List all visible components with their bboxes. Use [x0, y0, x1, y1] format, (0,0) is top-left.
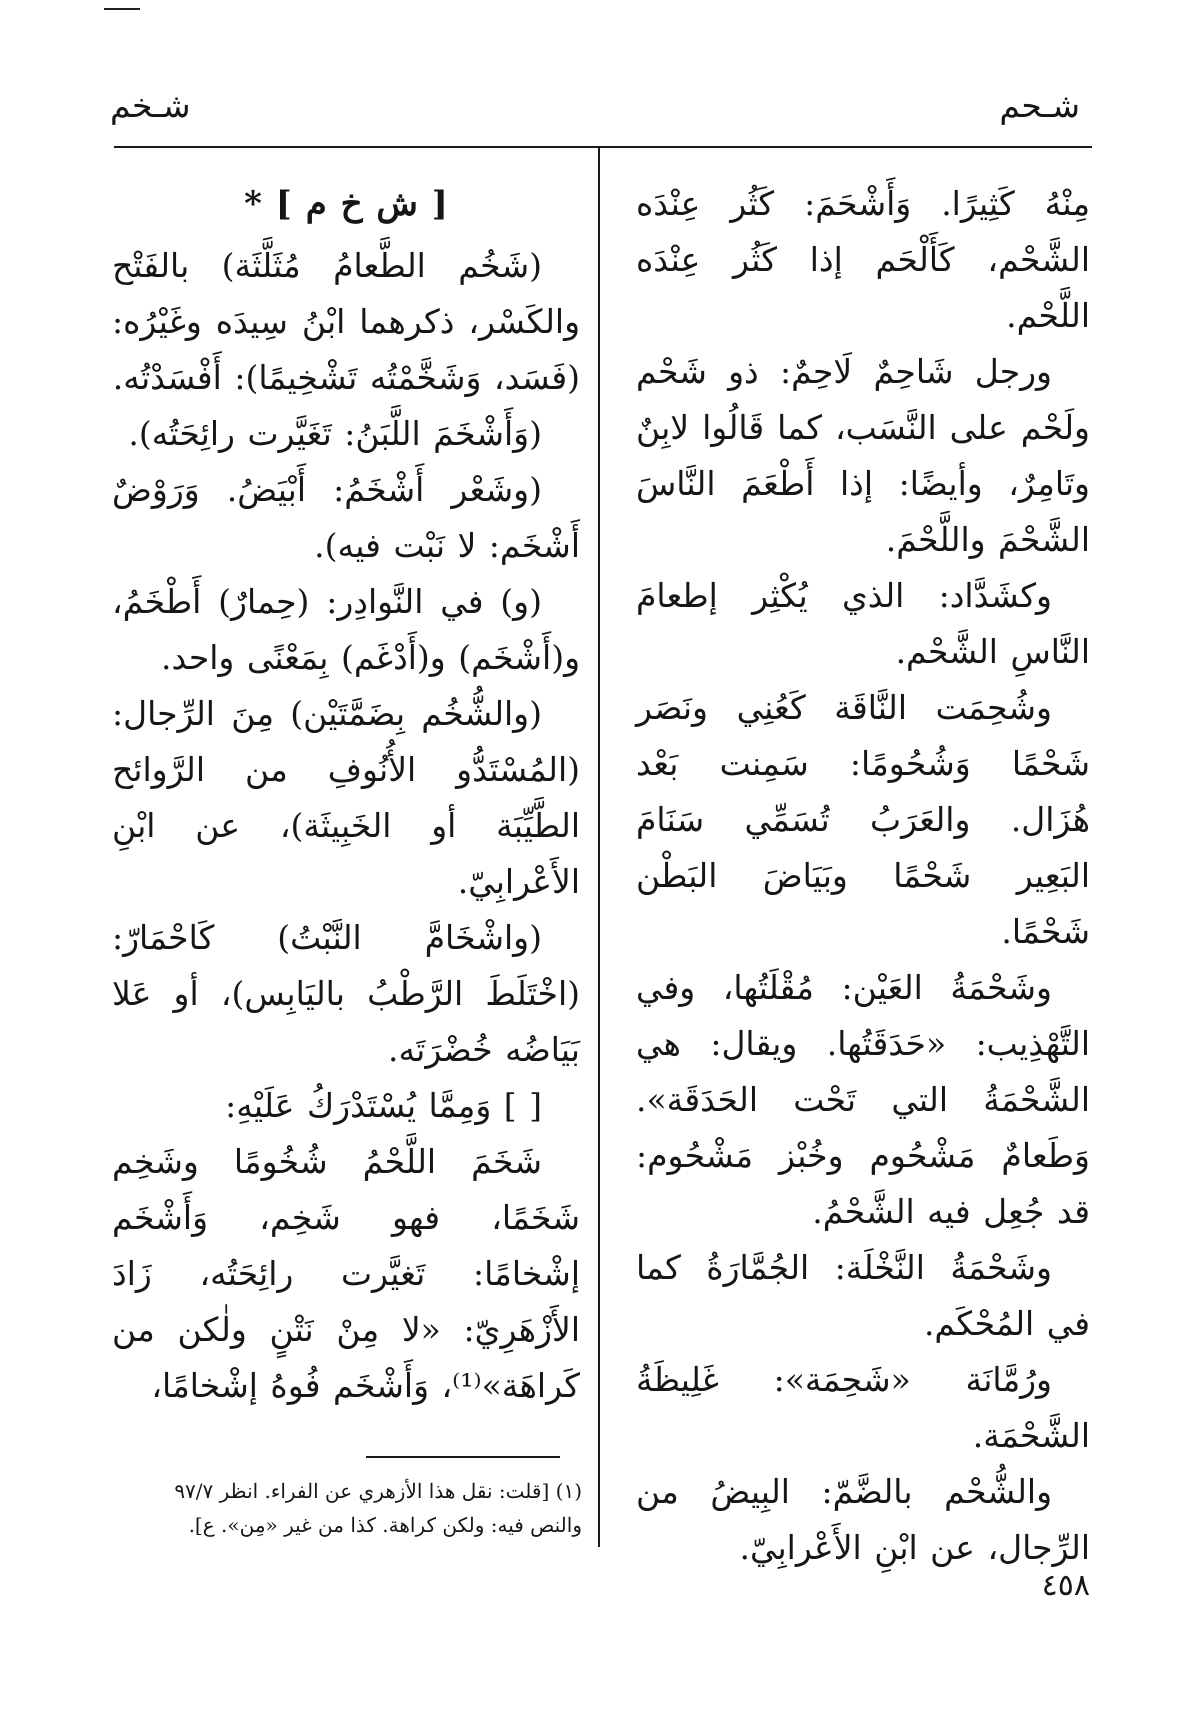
- top-corner-mark: [104, 8, 140, 10]
- paragraph: ورجل شَاحِمٌ لَاحِمٌ: ذو شَحْم ولَحْم على النَّسَب، كما قَالُوا لابِنٌ وتَامِرٌ، وأيضًا: إذا أَطْعَمَ النَّاسَ الشَّحْمَ واللَّحْمَ.: [636, 352, 1090, 559]
- column-divider: [598, 147, 600, 1547]
- paragraph: وشَحْمَةُ العَيْن: مُقْلَتُها، وفي التَّهْذِيب: «حَدَقَتُها. ويقال: هي الشَّحْمَةُ التي تَحْت الحَدَقَة». وَطَعامٌ مَشْحُوم وخُبْز مَشْحُوم: قد جُعِل فيه الشَّحْمُ.: [636, 968, 1090, 1231]
- paragraph: (شَخُم الطَّعامُ مُثَلَّثَة) بالفَتْح والكَسْر، ذكرهما ابْنُ سِيدَه وغَيْرُه: (فَسَد، وَشَخَّمْتُه تَشْخِيمًا): أَفْسَدْتُه.: [112, 246, 580, 397]
- right-column: [636, 176, 1090, 1576]
- paragraph: (وَأَشْخَمَ اللَّبَنُ: تَغَيَّرت رائِحَتُه).: [128, 414, 542, 453]
- page-number: ٤٥٨: [1041, 1568, 1090, 1603]
- footnote-rule: [366, 1456, 560, 1458]
- paragraph: (وشَعْر أَشْخَمُ: أَبْيَضُ. وَرَوْضٌ أَشْخَم: لا نَبْت فيه).: [112, 470, 580, 565]
- paragraph: وشُحِمَت النَّاقَة كَعُنِي ونَصَر شَحْمًا وَشُحُومًا: سَمِنت بَعْد هُزَال. والعَرَبُ تُسَمِّي سَنَامَ البَعِير شَحْمًا وبَيَاضَ البَطْن شَحْمًا.: [636, 688, 1090, 951]
- paragraph: وشَحْمَةُ النَّخْلَة: الجُمَّارَةُ كما في المُحْكَم.: [636, 1248, 1090, 1343]
- entry-heading: [ ش خ م ] *: [244, 184, 448, 224]
- paragraph: شَخَمَ اللَّحْمُ شُخُومًا وشَخِم شَخَمًا، فهو شَخِم، وَأَشْخَم إشْخامًا: تَغيَّرت رائِحَتُه، زَادَ الأَزْهَرِيّ: «لا مِنْ نَتْنٍ ولٰكن من كَراهَة»⁽¹⁾، وَأَشْخَم فُوهُ إشْخامًا،: [112, 1142, 580, 1405]
- paragraph: والشُّحْم بالضَّمّ: البِيضُ من الرِّجال، عن ابْنِ الأَعْرابِيّ.: [636, 1472, 1090, 1567]
- footnote: [112, 1474, 582, 1542]
- paragraph: وكشَدَّاد: الذي يُكْثِر إطعامَ النَّاسِ الشَّحْم.: [636, 576, 1090, 671]
- running-head-left: شـخم: [110, 86, 191, 125]
- supplement-heading: [ ] وَمِمَّا يُسْتَدْرَكُ عَلَيْهِ:: [225, 1086, 542, 1125]
- left-column: [112, 176, 580, 1414]
- paragraph: (و) في النَّوادِر: (حِمارٌ) أَطْخَمُ، و(أَشْخَم) و(أَدْغَم) بِمَعْنًى واحد.: [112, 582, 580, 677]
- footnote-line: والنص فيه: ولكن كراهة. كذا من غير «مِن». ع].: [188, 1513, 582, 1537]
- paragraph: ورُمَّانَة «شَحِمَة»: غَلِيظَةُ الشَّحْمَة.: [636, 1360, 1090, 1455]
- footnote-line: (١) [قلت: نقل هذا الأزهري عن الفراء. انظر ٩٧/٧: [174, 1479, 582, 1503]
- paragraph: (واشْخَامَّ النَّبْتُ) كَاحْمَارّ: (اخْتَلَطَ الرَّطْبُ باليَابِس)، أو عَلا بَيَاضُه خُضْرَتَه.: [112, 918, 580, 1069]
- paragraph: مِنْهُ كَثِيرًا. وَأَشْحَمَ: كَثُر عِنْدَه الشَّحْم، كَأَلْحَم إذا كَثُر عِنْدَه اللَّحْم.: [636, 184, 1090, 335]
- running-head-right: شـحم: [999, 86, 1080, 125]
- header-rule: [114, 146, 1092, 148]
- paragraph: (والشُّخُم بِضَمَّتَيْن) مِنَ الرِّجال: (المُسْتَدُّو الأُنُوفِ من الرَّوائح الطَّيِّبَة أو الخَبِيثَة)، عن ابْنِ الأَعْرابِيّ.: [112, 694, 580, 901]
